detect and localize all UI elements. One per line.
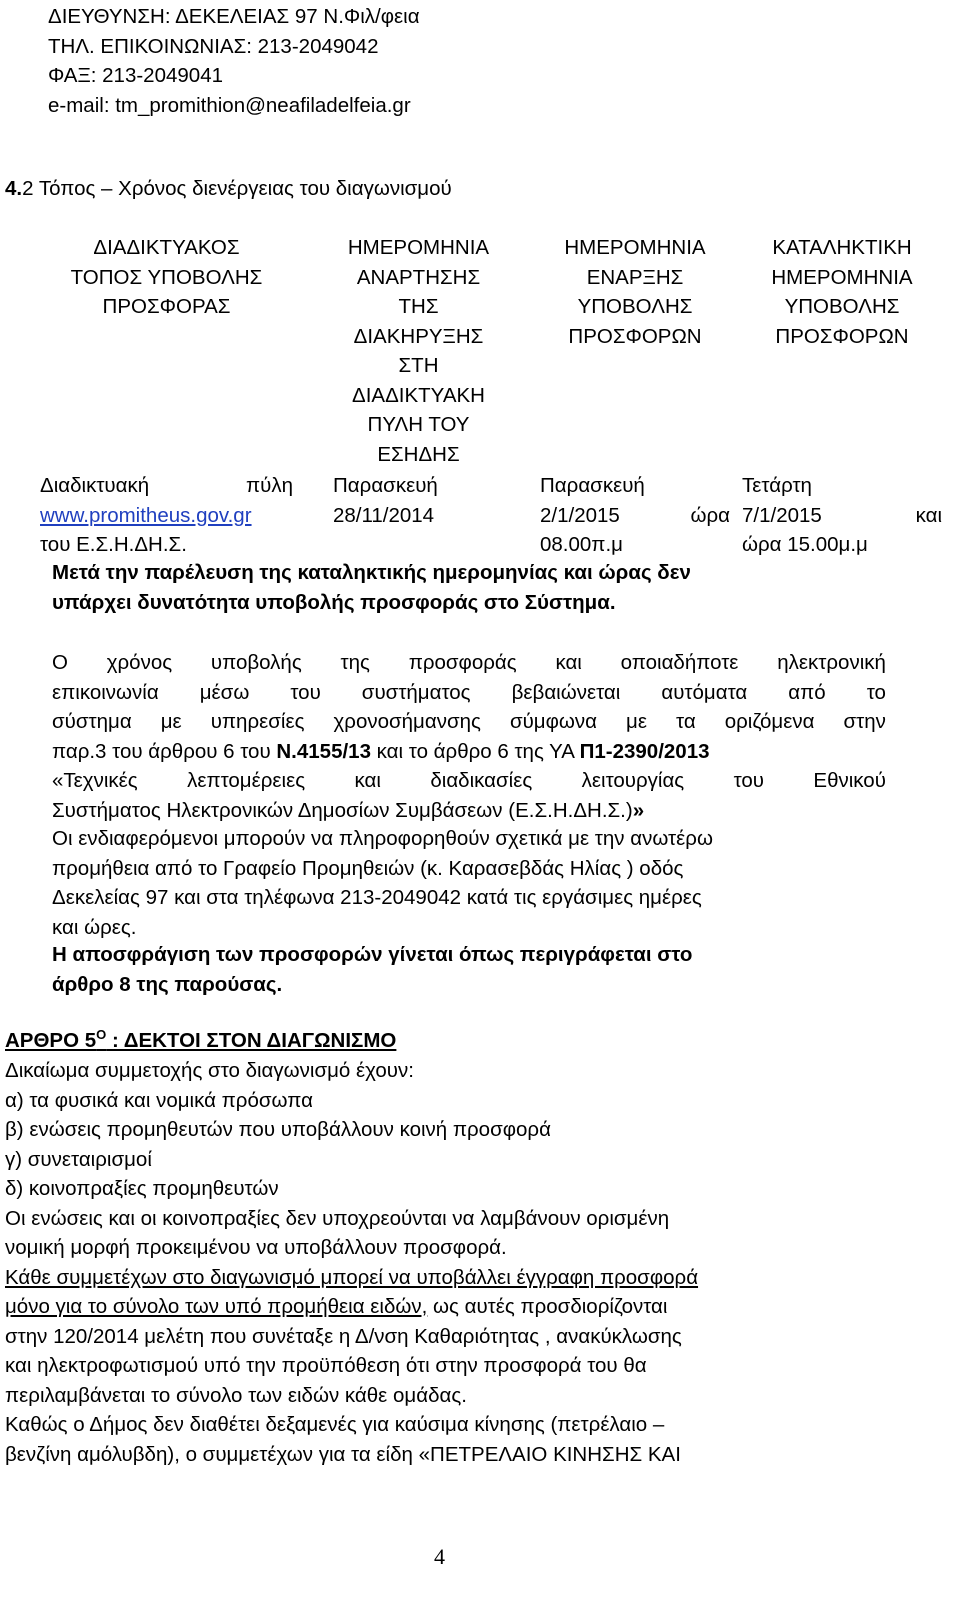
fax-line: ΦΑΞ: 213-2049041 <box>48 64 223 87</box>
cell-line: 08.00π.μ <box>540 533 623 556</box>
cell-text: πύλη <box>245 474 293 497</box>
note-line: υπάρχει δυνατότητα υποβολής προσφοράς στο Σύστημα. <box>52 590 616 614</box>
header-line: ΔΙΑΔΙΚΤΥΑΚΟΣ <box>93 236 240 259</box>
cell-start-date <box>540 471 730 560</box>
unsealing-paragraph <box>52 940 886 999</box>
underlined-text: μόνο για το σύνολο των υπό προμήθεια ειδών, <box>5 1295 428 1318</box>
article-prefix: ΑΡΘΡΟ 5 <box>5 1029 97 1052</box>
header-line: ΤΟΠΟΣ ΥΠΟΒΟΛΗΣ <box>70 265 263 289</box>
word: υποβολής <box>210 651 302 674</box>
word: επικοινωνία <box>52 680 159 704</box>
word: σύστημα <box>52 710 132 733</box>
timestamp-paragraph <box>52 648 886 825</box>
cell-text: ώρα <box>690 503 730 527</box>
header-line: ΗΜΕΡΟΜΗΝΙΑ <box>564 236 706 259</box>
cell-line <box>742 501 942 531</box>
cell-online-place <box>40 471 293 560</box>
word: «Τεχνικές <box>52 769 138 792</box>
text-line: προμήθεια από το Γραφείο Προμηθειών (κ. Καρασεβδάς Ηλίας ) οδός <box>52 856 684 880</box>
word: το <box>866 680 886 704</box>
word: χρονοσήμανσης <box>333 710 481 733</box>
word: της <box>340 651 370 674</box>
law-number: Ν.4155/13 <box>276 739 371 763</box>
deadline-note <box>52 558 892 617</box>
header-line: ΠΡΟΣΦΟΡΑΣ <box>102 295 231 318</box>
header-line: ΤΗΣ <box>398 295 439 318</box>
article-title: : ΔΕΚΤΟΙ ΣΤΟΝ ΔΙΑΓΩΝΙΣΜΟ <box>106 1029 397 1052</box>
decision-number: Π1-2390/2013 <box>579 739 710 763</box>
cell-line: του Ε.Σ.Η.ΔΗ.Σ. <box>40 533 187 556</box>
word: αυτόματα <box>661 680 748 704</box>
word: οριζόμενα <box>724 710 815 733</box>
cell-text: 2/1/2015 <box>540 503 620 527</box>
word: σύμφωνα <box>509 710 598 733</box>
cell-line: Παρασκευή <box>540 474 645 497</box>
header-posting-date <box>333 233 504 469</box>
word: βεβαιώνεται <box>511 680 621 704</box>
address-line: ΔΙΕΥΘΥΝΣΗ: ΔΕΚΕΛΕΙΑΣ 97 Ν.Φιλ/φεια <box>48 5 420 28</box>
word: μέσω <box>199 680 250 704</box>
section-number: 4. <box>5 177 23 200</box>
word: με <box>626 710 647 733</box>
article-heading <box>5 1026 396 1056</box>
text-line: βενζίνη αμόλυβδη), ο συμμετέχων για τα είδη «ΠΕΤΡΕΛΑΙΟ ΚΙΝΗΣΗΣ ΚΑΙ <box>5 1442 681 1466</box>
text-line: στην 120/2014 μελέτη που συνέταξε η Δ/νση Καθαριότητας , ανακύκλωσης <box>5 1324 682 1348</box>
header-line: ΔΙΑΚΗΡΥΞΗΣ <box>353 324 484 348</box>
word: λειτουργίας <box>581 769 685 792</box>
header-line: ΠΥΛΗ ΤΟΥ <box>367 413 470 436</box>
contact-paragraph <box>52 824 886 942</box>
cell-line: 28/11/2014 <box>333 503 435 527</box>
text-line: Καθώς ο Δήμος δεν διαθέτει δεξαμενές για καύσιμα κίνησης (πετρέλαιο – <box>5 1413 665 1436</box>
list-item: β) ενώσεις προμηθευτών που υποβάλλουν κοινή προσφορά <box>5 1118 551 1141</box>
text-run: Συστήματος Ηλεκτρονικών Δημοσίων Συμβάσεων (Ε.Σ.Η.ΔΗ.Σ.) <box>52 798 633 822</box>
justified-line <box>52 766 886 796</box>
system-name-line <box>52 796 886 826</box>
text-line: και ηλεκτροφωτισμού υπό την προϋπόθεση ότι στην προσφορά του θα <box>5 1354 647 1377</box>
text-run: ως αυτές προσδιορίζονται <box>427 1295 668 1318</box>
text-line <box>5 1292 885 1322</box>
cell-line: Τετάρτη <box>742 474 812 497</box>
header-line: ΗΜΕΡΟΜΗΝΙΑ <box>347 236 490 259</box>
cell-line <box>40 501 293 531</box>
text-line: νομική μορφή προκειμένου να υποβάλλουν προσφορά. <box>5 1236 507 1259</box>
cell-text: 7/1/2015 <box>742 503 822 527</box>
word: Ο <box>52 651 68 674</box>
text-line: Η αποσφράγιση των προσφορών γίνεται όπως περιγράφεται στο <box>52 943 693 966</box>
text-line: περιλαμβάνεται το σύνολο των ειδών κάθε ομάδας. <box>5 1383 467 1407</box>
word: και <box>354 769 381 792</box>
justified-line <box>52 707 886 737</box>
text-line: Οι ενώσεις και οι κοινοπραξίες δεν υποχρεούνται να λαμβάνουν ορισμένη <box>5 1206 670 1230</box>
word: προσφοράς <box>408 651 517 674</box>
promitheus-link[interactable]: www.promitheus.gov.gr <box>40 503 252 527</box>
cell-line: ώρα 15.00μ.μ <box>742 533 868 556</box>
word: Εθνικού <box>813 769 886 792</box>
word: του <box>290 680 321 704</box>
section-title <box>5 174 452 204</box>
word: οποιαδήποτε <box>620 651 739 674</box>
word: στην <box>843 710 886 733</box>
article-superscript: Ο <box>96 1027 107 1043</box>
list-item: α) τα φυσικά και νομικά πρόσωπα <box>5 1088 313 1112</box>
header-start-date <box>540 233 730 351</box>
page-number: 4 <box>434 1544 445 1569</box>
list-item: γ) συνεταιρισμοί <box>5 1147 152 1171</box>
header-line: ΔΙΑΔΙΚΤΥΑΚΗ <box>352 383 485 407</box>
word: ηλεκτρονική <box>777 651 886 674</box>
word: συστήματος <box>361 680 471 704</box>
cell-deadline <box>742 471 942 560</box>
header-line: ΗΜΕΡΟΜΗΝΙΑ <box>771 265 913 289</box>
header-line: ΣΤΗ <box>398 354 439 377</box>
cell-line <box>40 471 293 501</box>
text-run: παρ.3 του άρθρου 6 του <box>52 739 277 763</box>
cell-text: και <box>915 503 942 527</box>
closing-quote: » <box>632 798 645 822</box>
header-line: ΚΑΤΑΛΗΚΤΙΚΗ <box>772 236 912 259</box>
header-line: ΕΣΗΔΗΣ <box>377 442 460 466</box>
text-line: Κάθε συμμετέχων στο διαγωνισμό μπορεί να υποβάλλει έγγραφη προσφορά <box>5 1265 699 1289</box>
header-deadline <box>742 233 942 351</box>
header-line: ΑΝΑΡΤΗΣΗΣ <box>356 265 481 289</box>
section-title-text: 2 Τόπος – Χρόνος διενέργειας του διαγωνισμού <box>22 177 452 200</box>
word: χρόνος <box>106 651 173 674</box>
text-line: Δεκελείας 97 και στα τηλέφωνα 213-2049042 κατά τις εργάσιμες ημέρες <box>52 886 702 909</box>
word: διαδικασίες <box>430 769 533 792</box>
justified-line <box>52 678 886 708</box>
cell-text: Διαδικτυακή <box>40 474 150 497</box>
cell-posting-date <box>333 471 504 530</box>
word: τα <box>676 710 696 733</box>
eligibility-section <box>5 1056 885 1469</box>
word: με <box>160 710 182 733</box>
header-line: ΠΡΟΣΦΟΡΩΝ <box>775 324 909 348</box>
letterhead <box>48 2 420 120</box>
law-reference-line <box>52 737 886 767</box>
text-line: και ώρες. <box>52 915 137 939</box>
email-line: e-mail: tm_promithion@neafiladelfeia.gr <box>48 93 411 117</box>
header-online-place <box>40 233 293 322</box>
cell-line: Παρασκευή <box>333 474 438 497</box>
justified-line <box>52 648 886 678</box>
word: και <box>555 651 582 674</box>
text-line: άρθρο 8 της παρούσας. <box>52 972 283 996</box>
list-item: δ) κοινοπραξίες προμηθευτών <box>5 1177 279 1200</box>
header-line: ΠΡΟΣΦΟΡΩΝ <box>568 324 702 348</box>
text-run: και το άρθρο 6 της ΥΑ <box>370 739 580 763</box>
word: από <box>788 680 826 704</box>
text-line: Δικαίωμα συμμετοχής στο διαγωνισμό έχουν: <box>5 1059 414 1082</box>
word: του <box>733 769 765 792</box>
cell-line <box>540 501 730 531</box>
schedule-table <box>40 233 942 567</box>
text-line: Οι ενδιαφερόμενοι μπορούν να πληροφορηθούν σχετικά με την ανωτέρω <box>52 827 713 850</box>
header-line: ΥΠΟΒΟΛΗΣ <box>577 295 693 318</box>
note-line: Μετά την παρέλευση της καταληκτικής ημερομηνίας και ώρας δεν <box>52 561 691 584</box>
word: λεπτομέρειες <box>187 769 306 792</box>
phone-line: ΤΗΛ. ΕΠΙΚΟΙΝΩΝΙΑΣ: 213-2049042 <box>48 34 379 58</box>
header-line: ΥΠΟΒΟΛΗΣ <box>784 295 900 318</box>
word: υπηρεσίες <box>210 710 305 733</box>
header-line: ΕΝΑΡΞΗΣ <box>586 265 684 289</box>
